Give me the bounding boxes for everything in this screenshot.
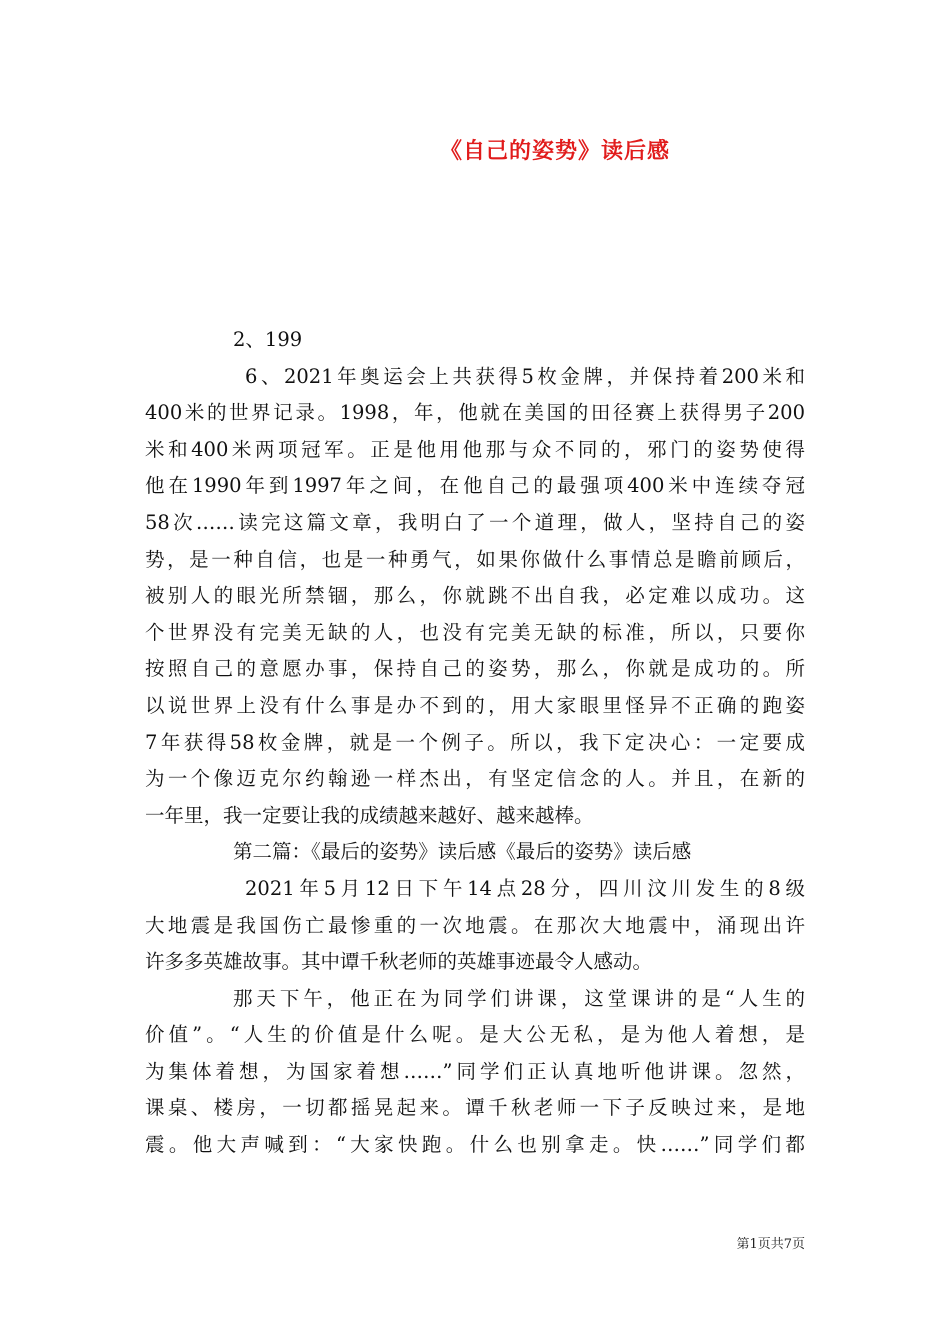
text-line: 课桌、楼房，一切都摇晃起来。谭千秋老师一下子反映过来，是地 [145, 1096, 805, 1120]
text-line: 他在1990年到1997年之间，在他自己的最强项400米中连续夺冠 [145, 474, 805, 498]
text-line: 为一个像迈克尔约翰逊一样杰出，有坚定信念的人。并且，在新的 [145, 767, 805, 791]
page-footer: 第1页共7页 [736, 1237, 805, 1252]
text-line: 为集体着想，为国家着想……”同学们正认真地听他讲课。忽然， [145, 1059, 805, 1083]
text-line: 价值”。“人生的价值是什么呢。是大公无私，是为他人着想，是 [145, 1023, 805, 1047]
text-line: 被别人的眼光所禁锢，那么，你就跳不出自我，必定难以成功。这 [145, 584, 805, 608]
text-line: 400米的世界记录。1998，年，他就在美国的田径赛上获得男子200 [145, 401, 805, 425]
document-title: 《自己的姿势》读后感 [439, 139, 670, 164]
text-line: 6、2021年奥运会上共获得5枚金牌，并保持着200米和 [245, 364, 805, 388]
text-line: 7年获得58枚金牌，就是一个例子。所以，我下定决心：一定要成 [145, 730, 805, 754]
text-line: 米和400米两项冠军。正是他用他那与众不同的，邪门的姿势使得 [145, 437, 805, 461]
document-body [145, 322, 805, 1164]
text-line: 势，是一种自信，也是一种勇气，如果你做什么事情总是瞻前顾后， [145, 547, 805, 571]
text-line: 2021年5月12日下午14点28分，四川汶川发生的8级 [245, 876, 805, 900]
text-line: 那天下午，他正在为同学们讲课，这堂课讲的是“人生的 [233, 986, 805, 1010]
text-line: 个世界没有完美无缺的人，也没有完美无缺的标准，所以，只要你 [145, 620, 805, 644]
text-line: 震。他大声喊到：“大家快跑。什么也别拿走。快……”同学们都 [145, 1133, 805, 1157]
text-line: 58次……读完这篇文章，我明白了一个道理，做人，坚持自己的姿 [145, 510, 805, 534]
section-heading: 第二篇：《最后的姿势》读后感《最后的姿势》读后感 [233, 840, 692, 864]
text-line: 许多多英雄故事。其中谭千秋老师的英雄事迹最令人感动。 [145, 950, 653, 974]
text-line: 以说世界上没有什么事是办不到的，用大家眼里怪异不正确的跑姿 [145, 693, 805, 717]
text-line: 大地震是我国伤亡最惨重的一次地震。在那次大地震中，涌现出许 [145, 913, 805, 937]
text-line: 2、199 [233, 328, 303, 351]
text-line: 按照自己的意愿办事，保持自己的姿势，那么，你就是成功的。所 [145, 657, 805, 681]
text-line: 一年里，我一定要让我的成绩越来越好、越来越棒。 [145, 803, 594, 827]
